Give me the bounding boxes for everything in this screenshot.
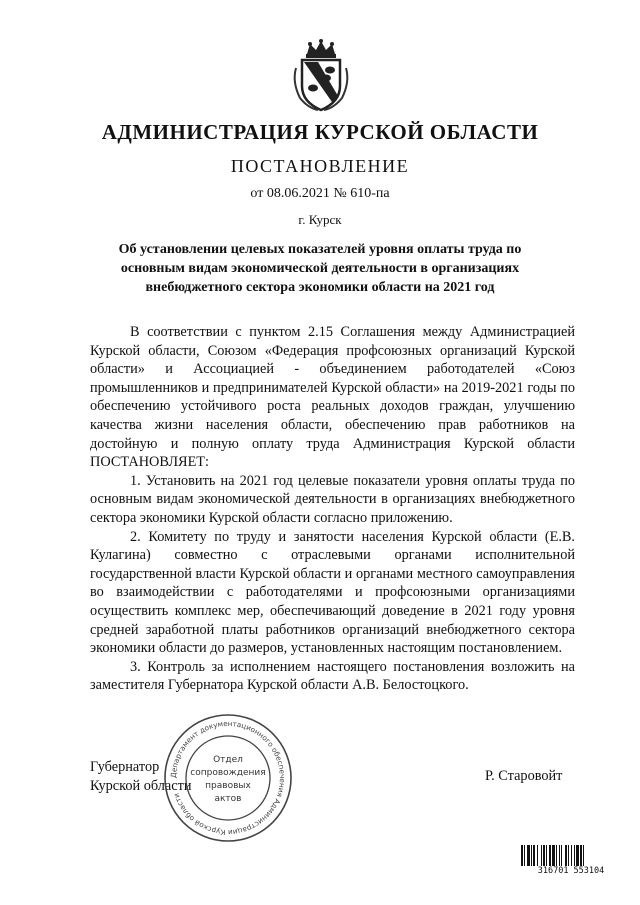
stamp-line-4: актов [214,794,242,804]
stamp-line-3: правовых [205,781,251,791]
document-type: ПОСТАНОВЛЕНИЕ [230,156,410,176]
item-2-paragraph: 2. Комитету по труду и занятости населения Курской области (Е.В. Кулагина) совместно с отраслевыми органами исполнительной государственной власти Курской области и органами местного самоуправления во взаимодействии с работодателями и профсоюзными организациями осуществить комплекс мер, обеспечивающий доведение в 2021 году уровня средней заработной платы работников организаций внебюджетного сектора экономики области до размеров, установленных настоящим постановлением. [90,528,575,657]
signatory-title-line2: Курской области [90,778,192,794]
item-3-paragraph: 3. Контроль за исполнением настоящего постановления возложить на заместителя Губернатора Курской области А.В. Белостоцкого. [90,658,575,694]
city: г. Курск [298,212,342,227]
stamp-line-2: сопровождения [190,768,266,778]
stamp-line-1: Отдел [213,755,243,765]
official-stamp [162,712,294,844]
date-number: от 08.06.2021 № 610-па [250,186,390,201]
barcode-number: 316701 553104 [520,866,622,876]
document-body [90,323,575,695]
signatory-title-line1: Губернатор [90,759,160,775]
document-subject: Об установлении целевых показателей уровня оплаты труда по основным видам экономической деятельности в организациях внебюджетного сектора экономики области на 2021 год [118,242,522,295]
coat-of-arms-icon [290,38,352,112]
signatory-name: Р. Старовойт [485,768,563,784]
preamble-paragraph: В соответствии с пунктом 2.15 Соглашения между Администрацией Курской области, Союзом «Федерация профсоюзных организаций Курской области» и Ассоциацией - объединением работодателей «Союз промышленников и предпринимателей Курской области» на 2019-2021 годы по обеспечению устойчивого роста реальных доходов граждан, улучшению качества жизни населения области, обеспечению прав работников на достойную и полную оплату труда Администрация Курской области ПОСТАНОВЛЯЕТ: [90,324,575,471]
item-1-paragraph: 1. Установить на 2021 год целевые показатели уровня оплаты труда по основным видам экономической деятельности в организациях внебюджетного сектора экономики Курской области согласно приложению. [90,472,575,526]
organization-title: АДМИНИСТРАЦИЯ КУРСКОЙ ОБЛАСТИ [101,120,539,144]
stamp-outer-text: Департамент документационного обеспечения Администрации Курской области [168,718,288,838]
